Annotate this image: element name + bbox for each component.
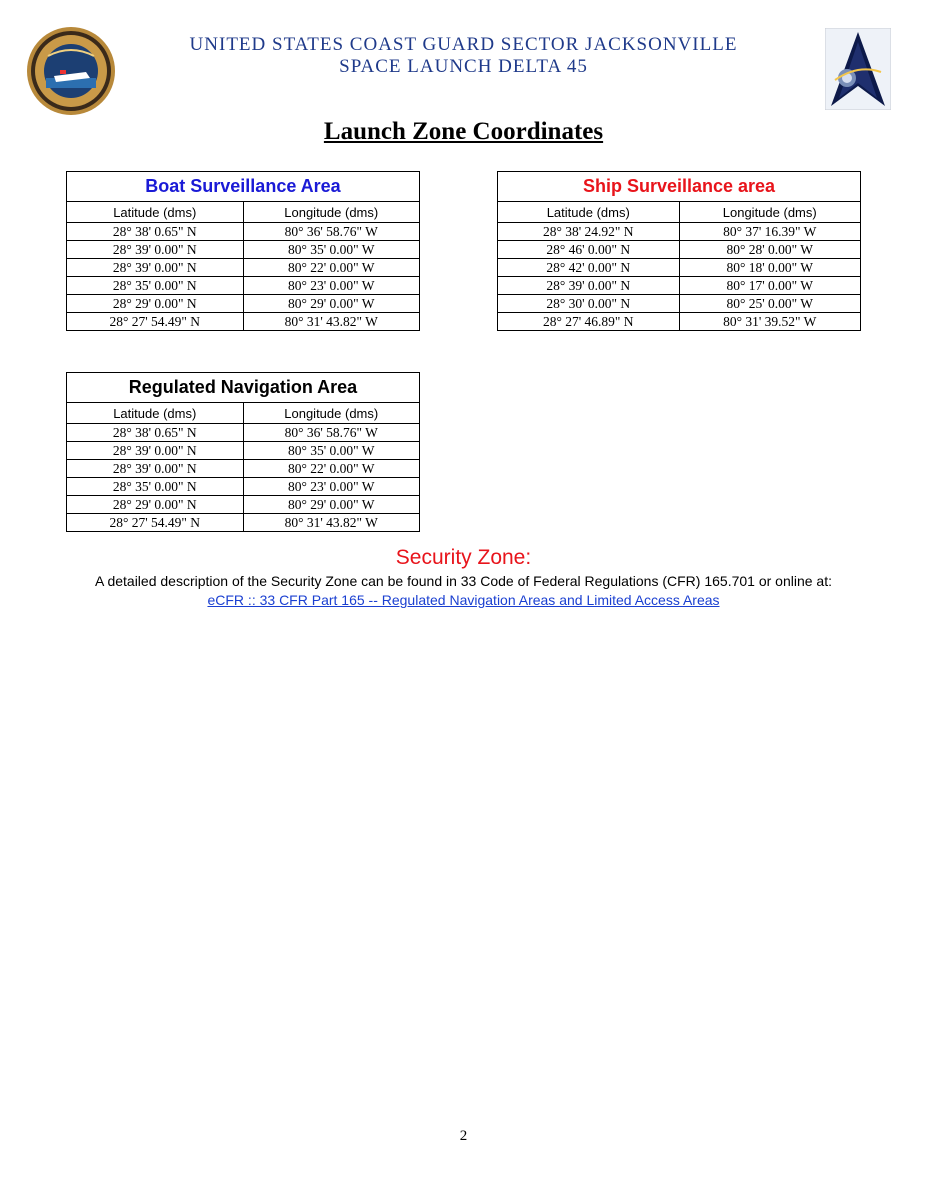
header-line-1: UNITED STATES COAST GUARD SECTOR JACKSONVILLE xyxy=(189,34,738,55)
latitude-cell: 28° 39' 0.00" N xyxy=(498,277,680,295)
longitude-cell: 80° 23' 0.00" W xyxy=(243,277,420,295)
latitude-cell: 28° 29' 0.00" N xyxy=(67,496,244,514)
table-row xyxy=(67,241,420,259)
regulated-navigation-table xyxy=(66,372,420,532)
security-zone-title: Security Zone: xyxy=(395,546,532,569)
longitude-cell: 80° 29' 0.00" W xyxy=(243,295,420,313)
table-title: Boat Surveillance Area xyxy=(67,172,420,202)
latitude-cell: 28° 35' 0.00" N xyxy=(67,277,244,295)
longitude-cell: 80° 31' 39.52" W xyxy=(679,313,861,331)
table-row xyxy=(498,259,861,277)
longitude-cell: 80° 36' 58.76" W xyxy=(243,223,420,241)
latitude-cell: 28° 39' 0.00" N xyxy=(67,259,244,277)
latitude-cell: 28° 42' 0.00" N xyxy=(498,259,680,277)
latitude-cell: 28° 39' 0.00" N xyxy=(67,442,244,460)
table-row xyxy=(498,223,861,241)
security-zone-description: A detailed description of the Security Zone can be found in 33 Code of Federal Regulations (CFR) 165.701 or online at: xyxy=(94,573,832,589)
table-row xyxy=(67,313,420,331)
latitude-cell: 28° 46' 0.00" N xyxy=(498,241,680,259)
table-row xyxy=(67,442,420,460)
latitude-cell: 28° 30' 0.00" N xyxy=(498,295,680,313)
page-number: 2 xyxy=(459,1128,468,1144)
table-row xyxy=(67,478,420,496)
ecfr-link[interactable]: eCFR :: 33 CFR Part 165 -- Regulated Navigation Areas and Limited Access Areas xyxy=(207,592,720,608)
latitude-cell: 28° 39' 0.00" N xyxy=(67,460,244,478)
column-header-longitude: Longitude (dms) xyxy=(243,202,420,223)
document-header xyxy=(0,34,927,78)
latitude-cell: 28° 29' 0.00" N xyxy=(67,295,244,313)
latitude-cell: 28° 38' 0.65" N xyxy=(67,223,244,241)
longitude-cell: 80° 29' 0.00" W xyxy=(243,496,420,514)
table-row xyxy=(67,277,420,295)
security-zone-section xyxy=(0,544,927,610)
longitude-cell: 80° 22' 0.00" W xyxy=(243,460,420,478)
latitude-cell: 28° 27' 46.89" N xyxy=(498,313,680,331)
table-row xyxy=(498,277,861,295)
column-header-longitude: Longitude (dms) xyxy=(243,403,420,424)
table-row xyxy=(498,241,861,259)
table-row xyxy=(67,424,420,442)
page-title: Launch Zone Coordinates xyxy=(323,118,604,145)
latitude-cell: 28° 39' 0.00" N xyxy=(67,241,244,259)
longitude-cell: 80° 18' 0.00" W xyxy=(679,259,861,277)
longitude-cell: 80° 37' 16.39" W xyxy=(679,223,861,241)
header-line-2: SPACE LAUNCH DELTA 45 xyxy=(339,56,588,77)
table-row xyxy=(67,223,420,241)
longitude-cell: 80° 22' 0.00" W xyxy=(243,259,420,277)
latitude-cell: 28° 27' 54.49" N xyxy=(67,514,244,532)
table-row xyxy=(67,496,420,514)
table-title: Ship Surveillance area xyxy=(498,172,861,202)
table-row xyxy=(498,313,861,331)
table-row xyxy=(67,295,420,313)
longitude-cell: 80° 31' 43.82" W xyxy=(243,514,420,532)
longitude-cell: 80° 35' 0.00" W xyxy=(243,442,420,460)
column-header-latitude: Latitude (dms) xyxy=(498,202,680,223)
longitude-cell: 80° 36' 58.76" W xyxy=(243,424,420,442)
table-title: Regulated Navigation Area xyxy=(67,373,420,403)
longitude-cell: 80° 31' 43.82" W xyxy=(243,313,420,331)
column-header-latitude: Latitude (dms) xyxy=(67,403,244,424)
longitude-cell: 80° 23' 0.00" W xyxy=(243,478,420,496)
ship-surveillance-table xyxy=(497,171,861,331)
boat-surveillance-table xyxy=(66,171,420,331)
longitude-cell: 80° 28' 0.00" W xyxy=(679,241,861,259)
latitude-cell: 28° 35' 0.00" N xyxy=(67,478,244,496)
latitude-cell: 28° 27' 54.49" N xyxy=(67,313,244,331)
table-row xyxy=(67,259,420,277)
table-row xyxy=(67,460,420,478)
table-row xyxy=(67,514,420,532)
table-row xyxy=(498,295,861,313)
longitude-cell: 80° 17' 0.00" W xyxy=(679,277,861,295)
longitude-cell: 80° 25' 0.00" W xyxy=(679,295,861,313)
column-header-latitude: Latitude (dms) xyxy=(67,202,244,223)
column-header-longitude: Longitude (dms) xyxy=(679,202,861,223)
latitude-cell: 28° 38' 24.92" N xyxy=(498,223,680,241)
longitude-cell: 80° 35' 0.00" W xyxy=(243,241,420,259)
latitude-cell: 28° 38' 0.65" N xyxy=(67,424,244,442)
